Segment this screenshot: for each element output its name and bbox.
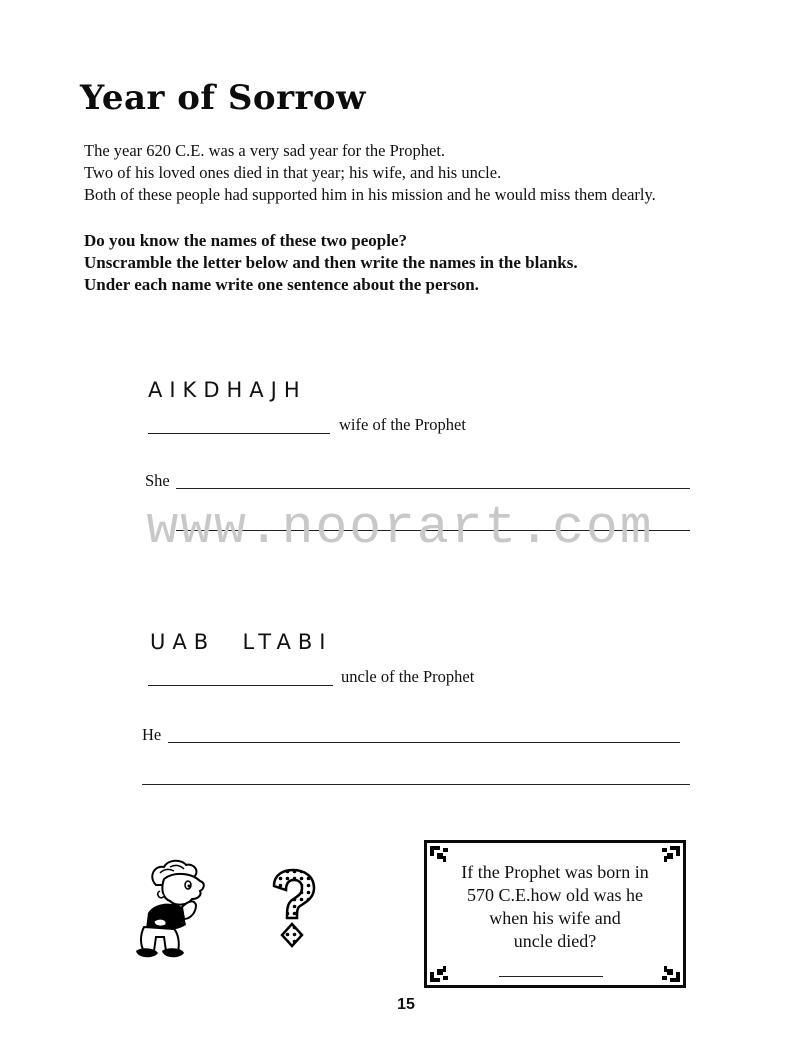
corner-ornament-icon [429,961,451,983]
wife-sentence-line-2[interactable] [176,530,690,531]
corner-ornament-icon [659,961,681,983]
page-number: 15 [397,996,415,1013]
intro-paragraph [84,140,656,206]
question-line: If the Prophet was born in [461,862,649,882]
he-prefix: He [142,725,162,744]
intro-line: Both of these people had supported him in his mission and he would miss them dearly. [84,185,656,204]
scrambled-uncle-name: UAB LTABI [150,630,333,654]
uncle-sentence-line-1[interactable] [168,742,680,743]
uncle-name-blank[interactable] [148,685,333,686]
wife-sentence-line-1[interactable] [176,488,690,489]
watermark: www.noorart.com [146,498,654,558]
uncle-sentence-line-2[interactable] [142,784,690,785]
intro-line: Two of his loved ones died in that year; his wife, and his uncle. [84,163,502,182]
intro-line: The year 620 C.E. was a very sad year for the Prophet. [84,141,446,160]
question-line: uncle died? [513,931,597,951]
question-line: when his wife and [489,908,621,928]
wife-name-blank[interactable] [148,433,330,434]
scrambled-wife-name: AIKDHAJH [148,378,307,402]
instruction-line: Unscramble the letter below and then write the names in the blanks. [84,253,578,272]
question-box [424,840,686,988]
question-line: 570 C.E.how old was he [467,885,643,905]
uncle-label: uncle of the Prophet [341,667,475,686]
wife-label: wife of the Prophet [339,415,466,434]
question-text [427,861,683,953]
page-title: Year of Sorrow [80,78,366,118]
question-mark-icon [270,868,316,950]
she-prefix: She [145,471,170,490]
answer-blank[interactable] [499,976,603,977]
instruction-line: Under each name write one sentence about the person. [84,275,479,294]
thinking-boy-icon [130,855,220,965]
instruction-line: Do you know the names of these two people? [84,231,407,250]
instructions [84,230,578,296]
